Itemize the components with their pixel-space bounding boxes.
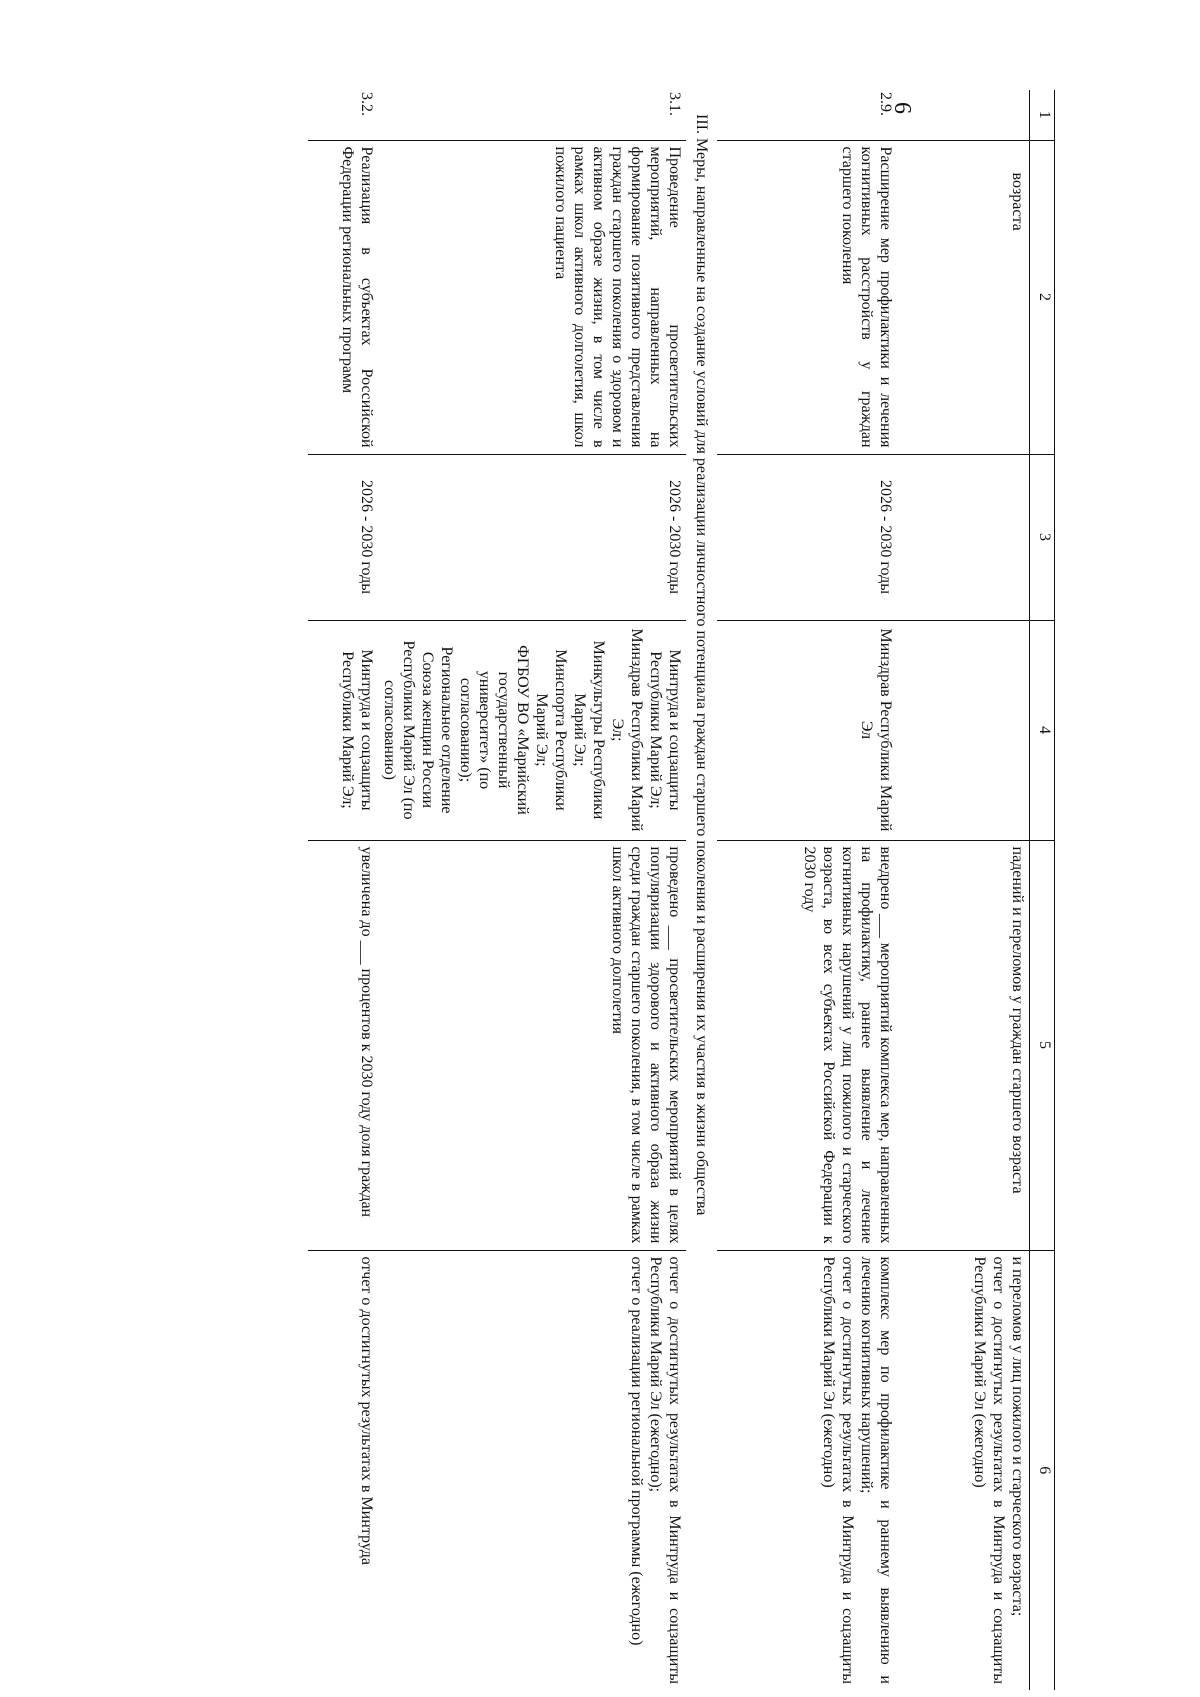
row-a-col3	[898, 454, 1030, 620]
row-3-1-num: 3.1.	[379, 90, 687, 140]
table-row-3-1	[379, 90, 687, 1690]
rotated-table-container	[245, 90, 1055, 1690]
row-2-9-col6: комплекс мер по профилактике и раннему выявлению и лечению когнитивных нарушений; отчет о достигнутых результатах в Минтруда и соцзащиты Республики Марий Эл (ежегодно)	[718, 1250, 898, 1690]
row-a-col2: возраста	[898, 140, 1030, 454]
row-a-num	[898, 90, 1030, 140]
table-header-row	[1030, 90, 1055, 1690]
header-col-6: 6	[1030, 1250, 1055, 1690]
row-3-1-col6: отчет о достигнутых результатах в Минтруда и соцзащиты Республики Марий Эл (ежегодно); отчет о реализации региональной программы (ежегодно)	[379, 1250, 687, 1690]
row-3-1-col3: 2026 - 2030 годы	[379, 454, 687, 620]
measures-table	[309, 90, 1056, 1690]
row-3-2-col2: Реализация в субъектах Российской Федерации региональных программ	[309, 140, 379, 454]
header-col-1: 1	[1030, 90, 1055, 140]
header-col-5: 5	[1030, 840, 1055, 1250]
section-3-heading-row	[687, 90, 718, 1690]
row-3-2-col6: отчет о достигнутых результатах в Минтруда	[309, 1250, 379, 1690]
row-3-2-col4: Минтруда и соцзащиты Республики Марий Эл;	[309, 620, 379, 840]
row-a-col6: и переломов у лиц пожилого и старческого возраста; отчет о достигнутых результатах в Минтруда и соцзащиты Республики Марий Эл (ежегодно)	[898, 1250, 1030, 1690]
table-row-3-2	[309, 90, 379, 1690]
row-a-col4	[898, 620, 1030, 840]
row-3-1-col4: Минтруда и соцзащиты Республики Марий Эл; Минздрав Республики Марий Эл; Минкультуры Республики Марий Эл; Минспорта Республики Марий Эл; ФГБОУ ВО «Марийский государственный университет» (по согласованию); Региональное отделение Союза женщин России Республики Марий Эл (по согласованию)	[379, 620, 687, 840]
row-a-col5: падений и переломов у граждан старшего возраста	[898, 840, 1030, 1250]
header-col-4: 4	[1030, 620, 1055, 840]
row-2-9-col3: 2026 - 2030 годы	[718, 454, 898, 620]
section-3-heading: III. Меры, направленные на создание условий для реализации личностного потенциала граждан старшего поколения и расширения их участия в жизни общества	[693, 114, 711, 1216]
row-2-9-col2: Расширение мер профилактики и лечения когнитивных расстройств у граждан старшего поколения	[718, 140, 898, 454]
table-row-continuation	[898, 90, 1030, 1690]
row-3-1-col2: Проведение просветительских мероприятий, направленных на формирование позитивного представления граждан старшего поколения о здоровом и активном образе жизни, в том числе в рамках школ активного долголетия, школ пожилого пациента	[379, 140, 687, 454]
header-col-3: 3	[1030, 454, 1055, 620]
row-2-9-col4: Минздрав Республики Марий Эл	[718, 620, 898, 840]
row-3-2-num: 3.2.	[309, 90, 379, 140]
row-3-1-col5: проведено ___ просветительских мероприятий в целях популяризации здорового и активного образа жизни среди граждан старшего поколения, в том числе в рамках школ активного долголетия	[379, 840, 687, 1250]
row-2-9-col5: внедрено ___ мероприятий комплекса мер, направленных на профилактику, раннее выявление и лечение когнитивных нарушений у лиц пожилого и старческого возраста, во всех субъектах Российской Федерации к 2030 году	[718, 840, 898, 1250]
page-number: 6	[889, 102, 915, 114]
row-3-2-col5: увеличена до ___ процентов к 2030 году доля граждан	[309, 840, 379, 1250]
table-row-2-9	[718, 90, 898, 1690]
row-2-9-num: 2.9.	[718, 90, 898, 140]
row-3-2-col3: 2026 - 2030 годы	[309, 454, 379, 620]
header-col-2: 2	[1030, 140, 1055, 454]
